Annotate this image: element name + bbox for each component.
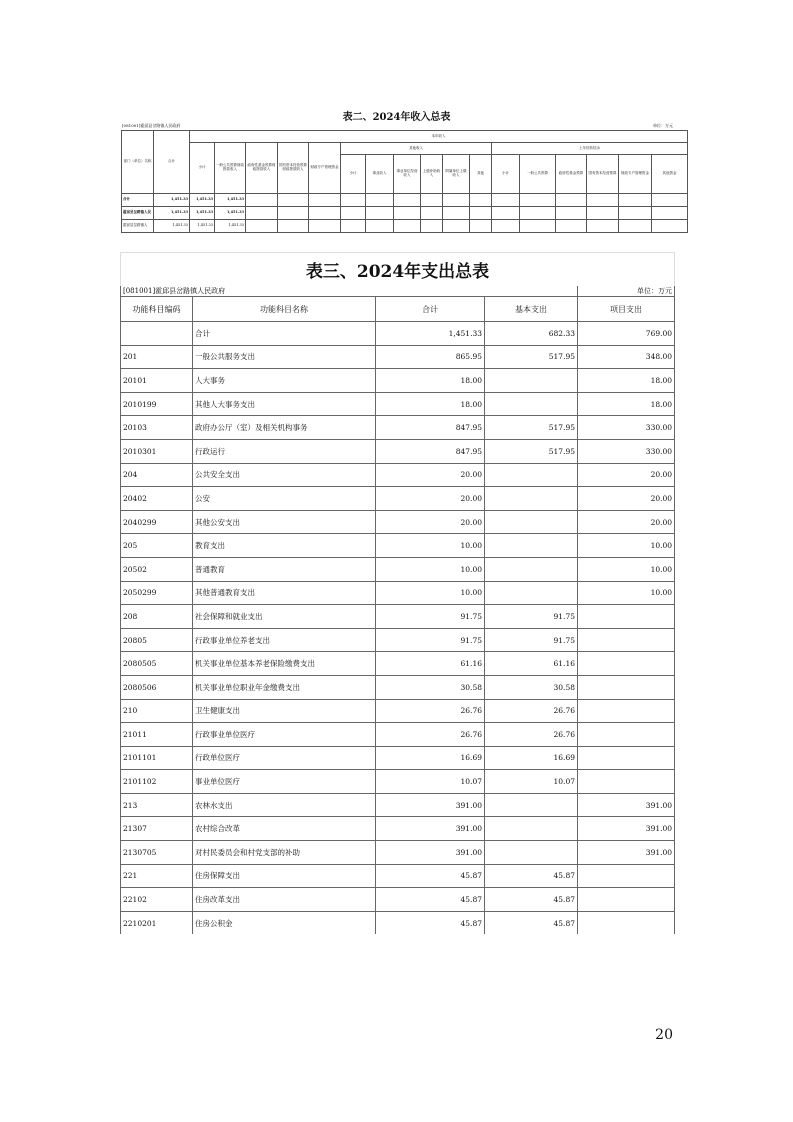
cell-basic [485,463,578,487]
cell-total: 20.00 [376,510,485,534]
cell-project: 18.00 [578,369,675,393]
table-row [121,510,675,534]
income-summary-table [121,130,677,233]
t2-head-special-fund: 财政专户管理资金 [309,143,341,194]
page-number: 20 [655,1027,673,1043]
t2-head-total: 合计 [154,131,190,194]
cell-code: 21307 [121,817,193,841]
cell-project: 330.00 [578,439,675,463]
table-row [121,605,675,629]
t3-head-code: 功能科目编码 [121,297,193,322]
t2-head-upper-carry: 上年结转结余 [492,143,688,155]
cell-total: 10.00 [376,581,485,605]
cell-name: 农村综合改革 [193,817,376,841]
t2-head-general-budget: 一般公共预算财政拨款收入 [215,143,246,194]
t2-head-state-carry: 国有资本经营预算 [587,155,619,194]
cell-code: 201 [121,345,193,369]
cell-project: 10.00 [578,581,675,605]
cell-name: 公安 [193,487,376,511]
t2-head-gov-carry: 政府性基金预算 [556,155,587,194]
cell-code: 213 [121,793,193,817]
cell-total: 45.87 [376,864,485,888]
cell-basic [485,817,578,841]
cell-project [578,605,675,629]
table-row: 合计 1,451.33 1,451.33 1,451.33 [122,194,688,207]
t2-head-state-capital: 国有资本经营预算财政拨款收入 [278,143,309,194]
table-row: 霍邱县岔路镇人 1,451.33 1,451.33 1,451.33 [122,220,688,233]
cell-code: 2130705 [121,841,193,865]
cell-basic [485,392,578,416]
cell-project: 20.00 [578,510,675,534]
cell-name: 行政单位医疗 [193,746,376,770]
table-row [121,557,675,581]
cell-total: 1,451.33 [376,322,485,346]
cell-basic: 91.75 [485,628,578,652]
cell-name: 教育支出 [193,534,376,558]
cell-name: 行政运行 [193,439,376,463]
cell-code: 2101101 [121,746,193,770]
cell-name: 合计 [193,322,376,346]
cell-name: 社会保障和就业支出 [193,605,376,629]
table-row [121,392,675,416]
table2-unit: 单位：万元 [653,123,673,128]
cell-project: 348.00 [578,345,675,369]
cell-code: 2101102 [121,770,193,794]
cell-project [578,770,675,794]
cell-code [121,322,193,346]
cell-name: 行政事业单位医疗 [193,723,376,747]
table-row [121,675,675,699]
cell-total: 10.00 [376,534,485,558]
table-row [121,534,675,558]
cell-code: 21011 [121,723,193,747]
cell-total: 26.76 [376,699,485,723]
cell-name: 住房改革支出 [193,888,376,912]
cell-basic: 517.95 [485,416,578,440]
cell-project [578,628,675,652]
cell-name: 农林水支出 [193,793,376,817]
cell-basic: 10.07 [485,770,578,794]
cell-project: 18.00 [578,392,675,416]
table-row [121,416,675,440]
cell-basic [485,557,578,581]
cell-basic: 517.95 [485,439,578,463]
cell-total: 391.00 [376,841,485,865]
t2-head-gov-fund: 政府性基金预算财政拨款收入 [246,143,278,194]
cell-basic: 30.58 [485,675,578,699]
cell-basic [485,534,578,558]
t3-body [121,322,675,935]
table-row [121,487,675,511]
cell-project: 10.00 [578,557,675,581]
cell-project: 391.00 [578,817,675,841]
cell-total: 10.07 [376,770,485,794]
cell-total: 847.95 [376,416,485,440]
cell-basic [485,581,578,605]
cell-basic: 517.95 [485,345,578,369]
cell-name: 其他公安支出 [193,510,376,534]
cell-basic: 682.33 [485,322,578,346]
t3-head-total: 合计 [376,297,485,322]
cell-total: 20.00 [376,463,485,487]
cell-code: 205 [121,534,193,558]
t3-head-basic: 基本支出 [485,297,578,322]
cell-total: 45.87 [376,888,485,912]
cell-project: 391.00 [578,793,675,817]
cell-basic [485,510,578,534]
table-row [121,864,675,888]
cell-code: 2010199 [121,392,193,416]
cell-total: 61.16 [376,652,485,676]
cell-total: 26.76 [376,723,485,747]
cell-total: 45.87 [376,911,485,934]
cell-name: 机关事业单位基本养老保险缴费支出 [193,652,376,676]
cell-name: 一般公共服务支出 [193,345,376,369]
cell-total: 91.75 [376,628,485,652]
cell-total: 18.00 [376,392,485,416]
table-row [121,699,675,723]
cell-total: 847.95 [376,439,485,463]
table2-org: [081001]霍邱县岔路镇人民政府 [122,123,181,128]
cell-name: 卫生健康支出 [193,699,376,723]
cell-name: 对村民委员会和村党支部的补助 [193,841,376,865]
cell-basic [485,369,578,393]
cell-code: 2010301 [121,439,193,463]
table-row [121,322,675,346]
t2-head-other: 其他 [470,155,492,194]
cell-total: 865.95 [376,345,485,369]
table3-title: 表三、2024年支出总表 [121,253,675,287]
cell-project: 20.00 [578,487,675,511]
cell-code: 2080505 [121,652,193,676]
cell-code: 2050299 [121,581,193,605]
table-row [121,345,675,369]
cell-project [578,746,675,770]
table3-org: [081001]霍邱县岔路镇人民政府 [121,286,578,297]
cell-code: 22102 [121,888,193,912]
table-row [121,888,675,912]
table-row [121,369,675,393]
cell-code: 2210201 [121,911,193,934]
t2-head-sub2: 小计 [341,155,366,194]
t2-head-affiliated: 附属单位上缴收入 [443,155,470,194]
cell-name: 行政事业单位养老支出 [193,628,376,652]
t2-head-this-year: 本年收入 [190,131,688,143]
table-row [121,841,675,865]
cell-project: 10.00 [578,534,675,558]
cell-project: 769.00 [578,322,675,346]
cell-total: 18.00 [376,369,485,393]
cell-name: 人大事务 [193,369,376,393]
cell-project [578,652,675,676]
cell-name: 普通教育 [193,557,376,581]
cell-basic: 26.76 [485,723,578,747]
cell-project: 330.00 [578,416,675,440]
t2-head-other-carry: 其他资金 [652,155,688,194]
cell-basic: 45.87 [485,888,578,912]
expenditure-summary-table [120,252,674,934]
cell-total: 20.00 [376,487,485,511]
cell-basic: 91.75 [485,605,578,629]
cell-name: 其他普通教育支出 [193,581,376,605]
cell-total: 10.00 [376,557,485,581]
cell-total: 91.75 [376,605,485,629]
table-row [121,439,675,463]
table-row [121,746,675,770]
cell-basic: 16.69 [485,746,578,770]
cell-basic: 45.87 [485,911,578,934]
t2-head-gen-carry: 一般公共预算 [520,155,556,194]
table-row [121,628,675,652]
cell-code: 2040299 [121,510,193,534]
t2-head-other-income: 其他收入 [341,143,492,155]
cell-basic: 61.16 [485,652,578,676]
cell-code: 204 [121,463,193,487]
table-row [121,770,675,794]
t2-head-special-carry: 财政专户管理资金 [619,155,652,194]
table-row [121,911,675,934]
table-row [121,817,675,841]
cell-name: 机关事业单位职业年金缴费支出 [193,675,376,699]
cell-code: 20101 [121,369,193,393]
t2-head-sub3: 小计 [492,155,520,194]
cell-code: 20402 [121,487,193,511]
cell-basic [485,793,578,817]
cell-total: 391.00 [376,793,485,817]
cell-name: 政府办公厅（室）及相关机构事务 [193,416,376,440]
cell-code: 20103 [121,416,193,440]
cell-code: 2080506 [121,675,193,699]
cell-project [578,888,675,912]
t2-head-dept: 部门（单位）名称 [122,131,154,194]
table-row [121,463,675,487]
cell-project [578,699,675,723]
cell-project [578,911,675,934]
cell-name: 公共安全支出 [193,463,376,487]
cell-name: 住房公积金 [193,911,376,934]
cell-project [578,723,675,747]
t3-head-project: 项目支出 [578,297,675,322]
t3-head-name: 功能科目名称 [193,297,376,322]
table-row [121,723,675,747]
t2-head-subtotal: 小计 [190,143,215,194]
table-row [121,581,675,605]
cell-code: 208 [121,605,193,629]
cell-project [578,675,675,699]
cell-name: 其他人大事务支出 [193,392,376,416]
cell-name: 住房保障支出 [193,864,376,888]
cell-total: 30.58 [376,675,485,699]
table2-title: 表二、2024年收入总表 [342,112,451,123]
cell-basic: 26.76 [485,699,578,723]
cell-total: 391.00 [376,817,485,841]
cell-project: 20.00 [578,463,675,487]
t2-head-upper-sub: 上级补助收入 [421,155,443,194]
cell-code: 221 [121,864,193,888]
cell-code: 210 [121,699,193,723]
cell-project [578,864,675,888]
table3-unit: 单位：万元 [578,286,675,297]
cell-total: 16.69 [376,746,485,770]
cell-code: 20502 [121,557,193,581]
t2-head-biz-income: 事业收入 [366,155,394,194]
table-row [121,652,675,676]
cell-code: 20805 [121,628,193,652]
table-row: 霍邱县岔路镇人民 1,451.33 1,451.33 1,451.33 [122,207,688,220]
cell-name: 事业单位医疗 [193,770,376,794]
cell-basic: 45.87 [485,864,578,888]
t2-head-biz-op: 事业单位经营收入 [394,155,421,194]
cell-basic [485,487,578,511]
cell-project: 391.00 [578,841,675,865]
cell-basic [485,841,578,865]
table-row [121,793,675,817]
